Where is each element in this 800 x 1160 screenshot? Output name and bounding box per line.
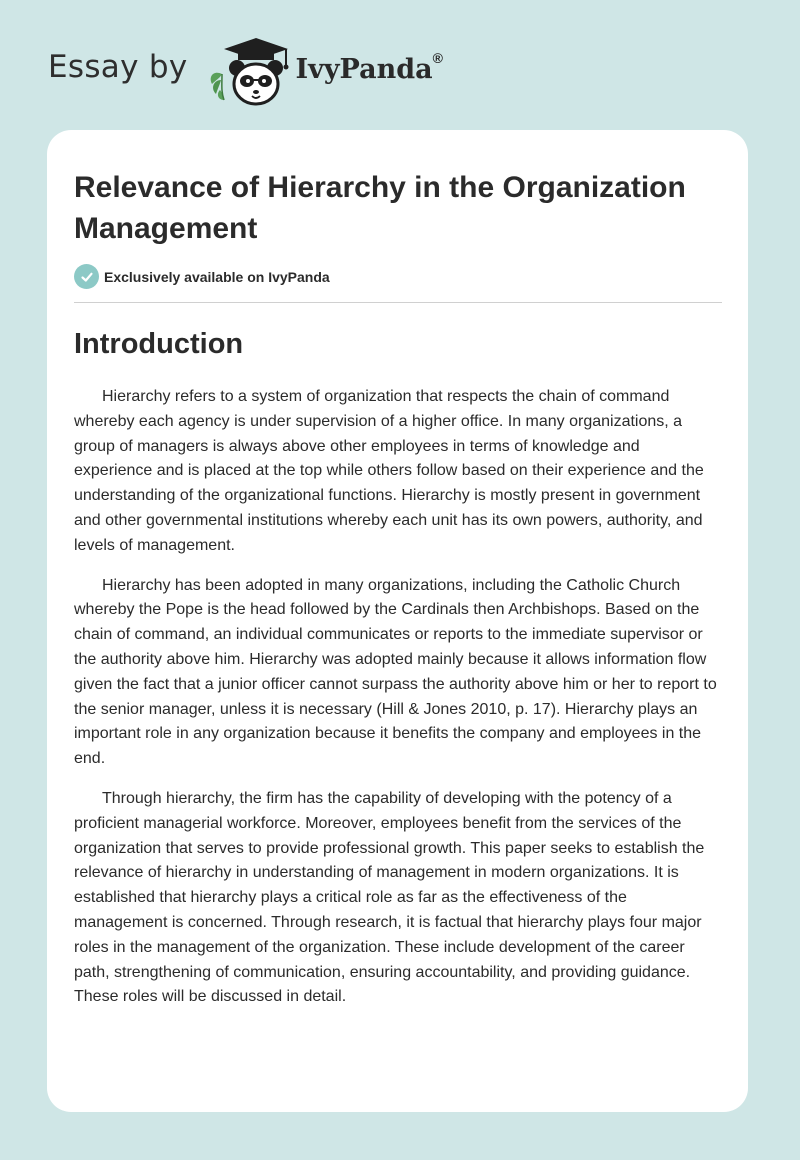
essay-card — [47, 130, 748, 1112]
panda-graduate-icon[interactable] — [202, 34, 294, 108]
paragraph: Hierarchy has been adopted in many organizations, including the Catholic Church whereby the Pope is the head followed by the Cardinals then Archbishops. Based on the chain of command, an individual communicates or reports to the immediate supervisor or the authority above him. Hierarchy was adopted mainly because it allows information flow given the fact that a junior officer cannot surpass the authority above him or her to report to the senior manager, unless it is necessary (Hill & Jones 2010, p. 17). Hierarchy plays an important role in any organization because it benefits the company and employees in the end. — [74, 576, 717, 768]
essay-title: Relevance of Hierarchy in the Organization Management — [74, 171, 686, 245]
section-heading: Introduction — [74, 328, 244, 360]
essay-body — [74, 385, 722, 1025]
brand-name[interactable] — [295, 49, 443, 85]
paragraph: Through hierarchy, the firm has the capability of developing with the potency of a proficient managerial workforce. Moreover, employees benefit from the services of the organization that serves to provide professional growth. This paper seeks to establish the relevance of hierarchy in understanding of management in modern organizations. It is established that hierarchy plays a critical role as far as the effectiveness of the management is concerned. Through research, it is factual that hierarchy plays four major roles in the management of the organization. These include development of the career path, strengthening of communication, ensuring accountability, and providing guidance. These roles will be discussed in detail. — [74, 789, 705, 1006]
exclusive-badge — [74, 264, 330, 289]
paragraph: Hierarchy refers to a system of organization that respects the chain of command whereby each agency is under supervision of a higher office. In many organizations, a group of managers is always above other employees in terms of knowledge and experience and is placed at the top while others follow based on their experience and the understanding of the organizational functions. Hierarchy is mostly present in government and other governmental institutions whereby each unit has its own powers, authority, and levels of management. — [74, 388, 704, 554]
registered-mark: ® — [432, 49, 443, 66]
ivy-leaf-icon — [210, 73, 223, 100]
essay-by-label: Essay by — [48, 49, 188, 85]
check-circle-icon — [74, 264, 99, 289]
exclusive-badge-text: Exclusively available on IvyPanda — [104, 268, 330, 285]
title-divider — [74, 302, 722, 303]
site-header — [48, 34, 443, 108]
brand-wordmark: IvyPanda — [295, 53, 433, 85]
